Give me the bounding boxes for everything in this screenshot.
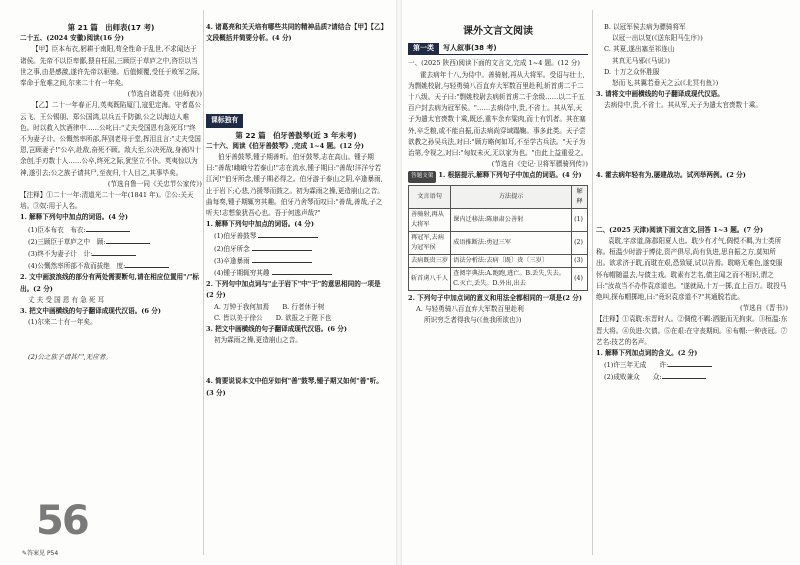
- table-header: 方法提示: [451, 185, 572, 208]
- passage-b: 【乙】二十一年春正月,英夷既陷厦门,寇犯定海。守者葛公云飞、王公锡朋、郑公国鸿,以兵五千防御,公之以海边人难色。时以救入饮酒律中……公叱曰:"丈夫受国恩有急死耳!"终不为妻子计。公慨然率所部,拜别老母于堂,挥泪且言:"丈夫受国恩,岂顾妻子!"公卒,赴敌,奋死不顾。敌大至,公决死战,身被四十余创,手刃数十人……公卒,终死之际,犹坚立不仆。英夷惊以为神,遂引去;公之族子请其尸,至夜归,十人目之,其事毕矣。: [20, 101, 202, 177]
- q2-option-a-ref: 所识穷乏者得我与(《鱼我所欲也》): [424, 316, 522, 325]
- q3-item: (1)尔来二十有一年矣。: [28, 318, 97, 327]
- answer-cell[interactable]: (4): [572, 267, 588, 290]
- q2-options: A. 万钟于我何加焉 B. 行者休于树: [214, 302, 325, 311]
- table-row: 再冠军,去病为冠军侯 成语推断法:勇冠三军 (2): [409, 231, 588, 254]
- column-1: [20, 22, 202, 364]
- answer-blank[interactable]: [92, 248, 136, 256]
- question-2: 2. 文中画波浪线的部分有两处需要断句,请在相应位置用"/"标出。(2 分): [20, 273, 200, 293]
- table-header: 文言语句: [409, 185, 451, 208]
- table-row: 善骑射,再从大将军 课内迁移法:陈康肃公善射 (1): [409, 208, 588, 231]
- page-number: 56: [36, 498, 88, 544]
- answer-cell[interactable]: (1): [572, 208, 588, 231]
- question-1: 1. 解释下列句中加点的词语。(4 分): [20, 213, 129, 222]
- answer-cell[interactable]: (3): [572, 254, 588, 267]
- q1-item: (4)公慨然率所部不敌而拔绝 度:: [20, 260, 202, 272]
- option: C. 其夏,遂出塞至祁连山: [604, 45, 675, 54]
- question-4: 4. 诸葛亮和关天培有哪些共同的精神品质?请结合【甲】【乙】文段概括并简要分析。(4 分): [206, 23, 384, 43]
- table-row: 去病既贵三岁 语法分析法:去病〔既〕贵〔三岁〕 (3): [409, 254, 588, 267]
- answer-space[interactable]: [596, 112, 788, 170]
- question-2: 2. 下列句子中加点词的意义和用法全都相同的一项是(2 分): [408, 293, 582, 302]
- answer-blank[interactable]: [662, 371, 706, 379]
- q1-item: (2)成败兼众 众:: [596, 371, 788, 383]
- option-ref: 怒而飞,其翼若垂天之云(《北冥有鱼》): [612, 79, 719, 88]
- q1-item: (1)臣本布衣 布衣:: [20, 224, 202, 236]
- option: B. 以冠军侯去病为骠骑将军: [604, 23, 686, 31]
- passage: 霍去病年十八,为侍中。善骑射,再从大将军。受诏与壮士,为剽姚校尉,与轻勇骑八百直弃大军数百里赴利,斩首虏二千二十八级。天子曰:"剽姚校尉去病斩首虏二千余级……以二千五百户封去病为冠军侯。"……去病侍中,贵,不省士。其从军,天子为遣太官赍数十乘,既还,重车余弃粱肉,而士有饥者。其在塞外,卒乏粮,或不能自振,而去病尚穿域蹋鞠。事多此类。天子尝欲教之孙吴兵法,对曰:"顾方略何如耳,不至学古兵法。"天子为治第,令视之,对曰:"匈奴未灭,无以家为也。"由此上益重爱之。: [408, 70, 588, 158]
- answer-blank[interactable]: [668, 359, 712, 367]
- option: D. 十万之众怀胜服: [604, 67, 660, 76]
- q1-item: (3)终不为妻子计 计:: [20, 248, 202, 260]
- question-heading-2: 二、(2025 天津)阅读下面文言文,回答 1~3 题。(7 分): [596, 225, 764, 234]
- column-3: [408, 22, 588, 326]
- answer-space[interactable]: [596, 181, 788, 225]
- table-header: 解释: [572, 185, 588, 208]
- question-1: 1. 解释下列加点词的含义。(2 分): [596, 349, 698, 358]
- answer-blank[interactable]: [252, 243, 312, 251]
- q1-item: (1)许三年无成 许:: [596, 359, 788, 371]
- answer-space[interactable]: [206, 346, 386, 376]
- passage-b-source: (节选自鲁一同《关忠节公家传》): [107, 179, 202, 188]
- question-heading: 二十五、(2024 安徽)阅读(16 分): [20, 34, 124, 43]
- section-badge: 课标独有: [206, 114, 243, 127]
- lesson-title: 第 22 篇 伯牙善鼓琴(近 3 年未考): [235, 130, 357, 140]
- q2-text: 丈 夫 受 国 恩 有 急 死 耳: [28, 295, 105, 304]
- option-ref: 以冠一出以复(《送东阳马生序》): [612, 34, 703, 43]
- passage-2-source: (节选自《晋书》): [739, 304, 788, 313]
- question-3: 3. 把文中画横线的句子翻译成现代汉语。(6 分): [20, 307, 161, 316]
- passage: 伯牙善鼓琴,锺子期善听。伯牙鼓琴,志在高山。锺子期曰:"善哉!峨峨兮若泰山!"志在流水,锺子期曰:"善哉!洋洋兮若江河!"伯牙所念,锺子期必得之。伯牙游于泰山之阴,卒逢暴雨,止于岩下;心悲,乃援琴而鼓之。初为霖雨之操,更造崩山之音。曲每奏,锺子期辄穷其趣。伯牙乃舍琴而叹曰:"善哉,善哉,子之听夫!志想象犹吾心也。吾于何逃声哉?": [206, 153, 384, 218]
- option-ref: 其真无马邪(《马说》): [612, 56, 670, 65]
- q2-options: C. 皆以美于徐公 D. 欲报之于陛下也: [214, 313, 332, 322]
- column-2: [206, 22, 386, 399]
- annotation-note: 【注释】①袁耽:东晋时人。②倜傥不羁:洒脱而无拘束。③桓温:东晋大将。④负进:欠债。⑤在艰:在守丧期间。⑥布帽:一种丧冠。⑦艺名:技艺的名声。: [596, 315, 788, 346]
- answer-blank[interactable]: [258, 230, 318, 238]
- answer-blank[interactable]: [252, 255, 312, 263]
- answer-blank[interactable]: [106, 236, 150, 244]
- question-3: 3. 请将文中画横线的句子翻译成现代汉语。: [596, 90, 724, 99]
- passage-a: 【甲】臣本布衣,躬耕于南阳,苟全性命于乱世,不求闻达于诸侯。先帝不以臣卑鄙,猥自枉屈,三顾臣于草庐之中,咨臣以当世之事,由是感激,遂许先帝以驱驰。后值倾覆,受任于败军之际,奉命于危难之间,尔来二十有一年矣。: [20, 45, 200, 88]
- column-4: [596, 22, 788, 384]
- q2-option-a: A. 与轻勇骑八百直弃大军数百里赴利: [416, 304, 524, 313]
- question-heading: 二十六、阅读《伯牙善鼓琴》,完成 1~4 题。(12 分): [206, 141, 364, 150]
- question-4b: 4. 简要说说本文中伯牙如何"善"鼓琴,锺子期又如何"善"听。(3 分): [206, 377, 383, 397]
- answer-reference: ✎答案见 P54: [22, 550, 59, 557]
- question-3: 3. 把文中画横线的句子翻译成现代汉语。(6 分): [206, 325, 347, 334]
- category-header: 第一类 写人叙事(38 考): [408, 43, 588, 55]
- question-heading: 一、(2025 陕西)阅读下面的文言文,完成 1~4 题。(12 分): [408, 59, 580, 68]
- answer-blank[interactable]: [125, 260, 169, 268]
- question-2: 2. 下列句中加点词与"止于岩下"中"于"的意思相同的一项是(2 分): [206, 280, 381, 300]
- table-header-row: [409, 185, 588, 208]
- answer-space[interactable]: [206, 44, 386, 110]
- q1-item: (2)伯牙所念: [206, 243, 386, 255]
- q3-item: 去病侍中,贵,不省士。其从军,天子为遣太官赍数十乘。: [604, 101, 762, 110]
- answer-blank[interactable]: [272, 267, 332, 275]
- book-spine: [396, 0, 402, 565]
- support-badge: 答题支架: [408, 171, 436, 182]
- answer-blank[interactable]: [86, 224, 130, 232]
- q1-item: (4)锺子期辄穷其趣: [206, 267, 386, 279]
- q1-item: (1)伯牙善鼓琴: [206, 230, 386, 242]
- table-row: 斩首虏八千人 查阅字典法:A.跑跑,逃亡。B.丢失,失去。C.灭亡,丢失。D.外出,出去 (4): [409, 267, 588, 290]
- pencil-icon: ✎: [22, 550, 28, 557]
- hint-table: [408, 185, 588, 291]
- passage-source: (节选自《史记·卫将军骠骑列传》): [491, 160, 588, 169]
- passage-2: 袁耽,字彦道,陈郡阳夏人也。耽少有才气,倜傥不羁,为士类所称。桓温少时游于博徒,资产俱尽,尚有负进,思自振之方,莫知所出。欲求济于耽,而耽在艰,恐致疑,试以告焉。耽略无难色,遂变服怀布帽随温去,与债主戏。耽素有艺名,债主闻之而不相识,谓之曰:"汝故当不办作袁彦道也。"遂就局,十万一掷,直上百万。耽投马绝叫,探布帽掷地,曰:"竟识袁彦道不?"其通脱若此。: [596, 237, 787, 302]
- section-title: 课外文言文阅读: [463, 26, 533, 37]
- lesson-title: 第 21 篇 出师表(17 考): [67, 23, 155, 32]
- column-divider: [592, 10, 593, 555]
- passage-a-source: (节选自诸葛亮《出师表》): [127, 90, 202, 99]
- q1-item: (3)卒逢暴雨: [206, 255, 386, 267]
- question-1: 1. 解释下列句中加点的词语。(4 分): [206, 220, 315, 229]
- q3-item: 初为霖雨之操,更造崩山之音。: [214, 336, 302, 345]
- question-4: 4. 霍去病年轻有为,屡建战功。试列举两例。(2 分): [596, 170, 746, 179]
- annotation-note: 【注释】①二十一年:清道光二十一年(1841 年)。②公:关天培。③奴:用于人名。: [20, 191, 194, 211]
- answer-cell[interactable]: (2): [572, 231, 588, 254]
- question-1: 答题支架 1. 根据提示,解释下列句子中加点的词语。(4 分): [408, 170, 588, 182]
- column-divider: [203, 10, 204, 555]
- q1-item: (2)三顾臣于草庐之中 顾:: [20, 236, 202, 248]
- handwritten-answer: (2)公之族子请其尸,无应者。: [28, 353, 112, 362]
